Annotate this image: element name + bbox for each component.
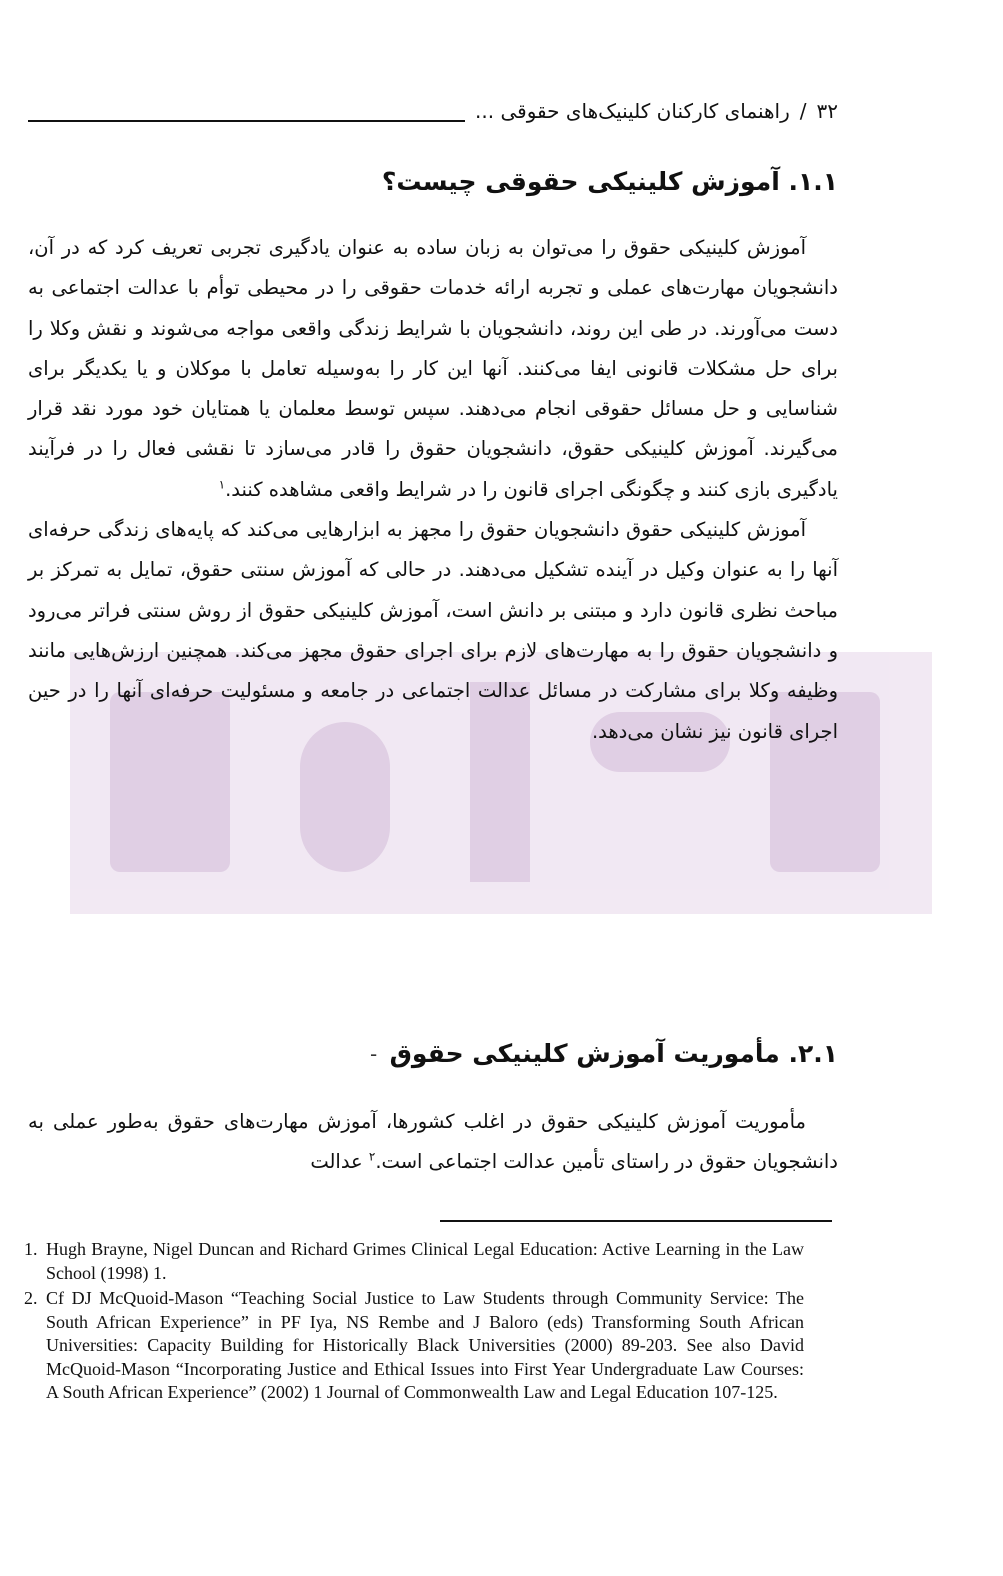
paragraph-3-tail: عدالت	[310, 1150, 363, 1174]
running-header	[28, 96, 838, 126]
footnote-text: Cf DJ McQuoid-Mason “Teaching Social Justice to Law Students through Community Service: The South African Experience” in PF Iya, NS Rembe and J Baloro (eds) Transforming South African Universities: Capacity Building for Historically Black Universities (2000) 89-203. See also David McQuoid-Mason “Incorporating Justice and Ethical Issues into First Year Undergraduate Law Courses: A South African Experience” (2002) 1 Journal of Commonwealth Law and Legal Education 107-125.	[46, 1288, 804, 1402]
footnote-number: 2.	[24, 1288, 38, 1308]
section-heading-2: ۲.۱. مأموریت آموزش کلینیکی حقوق	[389, 1039, 838, 1068]
header-separator: /	[799, 99, 807, 123]
paragraph-3-text: مأموریت آموزش کلینیکی حقوق در اغلب کشورها، آموزش مهارت‌های حقوق به‌طور عملی به دانشجویان حقوق در راستای تأمین عدالت اجتماعی است.	[28, 1110, 838, 1174]
footnote-text: Hugh Brayne, Nigel Duncan and Richard Grimes Clinical Legal Education: Active Learning in the Law School (1998) 1.	[46, 1239, 804, 1283]
header-title: راهنمای کارکنان کلینیک‌های حقوقی ...	[475, 99, 790, 123]
stray-mark: -	[370, 1042, 378, 1066]
footnotes	[24, 1238, 804, 1407]
paragraph-1	[28, 228, 838, 510]
footnote-ref-1: ۱	[218, 477, 226, 492]
footnote-2	[24, 1287, 804, 1405]
paragraph-1-text: آموزش کلینیکی حقوق را می‌توان به زبان ساده به عنوان یادگیری تجربی تعریف کرد که در آن، دانشجویان مهارت‌های عملی و تجربه ارائه خدمات حقوقی را در محیطی توأم با عدالت اجتماعی به دست می‌آورند. در طی این روند، دانشجویان با شرایط زندگی واقعی مواجه می‌شوند و نقش وکلا را برای حل مشکلات قانونی ایفا می‌کنند. آنها این کار را به‌وسیله تعامل با موکلان و یا یکدیگر برای شناسایی و حل مسائل حقوقی انجام می‌دهند. سپس توسط معلمان یا همتایان خود مورد نقد قرار می‌گیرند. آموزش کلینیکی حقوق، دانشجویان حقوق را قادر می‌سازد تا نقشی فعال را در فرآیند یادگیری بازی کنند و چگونگی اجرای قانون را در شرایط واقعی مشاهده کنند.	[28, 236, 838, 501]
footnote-rule	[440, 1220, 832, 1222]
section-1-body	[28, 228, 838, 752]
section-heading-1: ۱.۱. آموزش کلینیکی حقوقی چیست؟	[381, 167, 838, 196]
section-2-body	[28, 1102, 838, 1183]
footnote-1	[24, 1238, 804, 1285]
header-rule	[28, 120, 465, 122]
header-page-number: ۳۲	[816, 99, 838, 123]
paragraph-2: آموزش کلینیکی حقوق دانشجویان حقوق را مجهز به ابزارهایی می‌کند که پایه‌های زندگی حرفه‌ای آنها را به عنوان وکیل در آینده تشکیل می‌دهند. در حالی که آموزش سنتی حقوق، تمایل به تمرکز بر مباحث نظری قانون دارد و مبتنی بر دانش است، آموزش کلینیکی حقوق از روش سنتی فراتر می‌رود و دانشجویان حقوق را به مهارت‌های لازم برای اجرای حقوق مجهز می‌کند. همچنین ارزش‌هایی مانند وظیفه وکلا برای مشارکت در مسائل عدالت اجتماعی در جامعه و مسئولیت حرفه‌ای آنها را در حین اجرای قانون نیز نشان می‌دهد.	[28, 518, 838, 743]
paragraph-3	[28, 1102, 838, 1183]
footnote-ref-2: ۲	[368, 1149, 376, 1164]
footnote-number: 1.	[24, 1239, 38, 1259]
